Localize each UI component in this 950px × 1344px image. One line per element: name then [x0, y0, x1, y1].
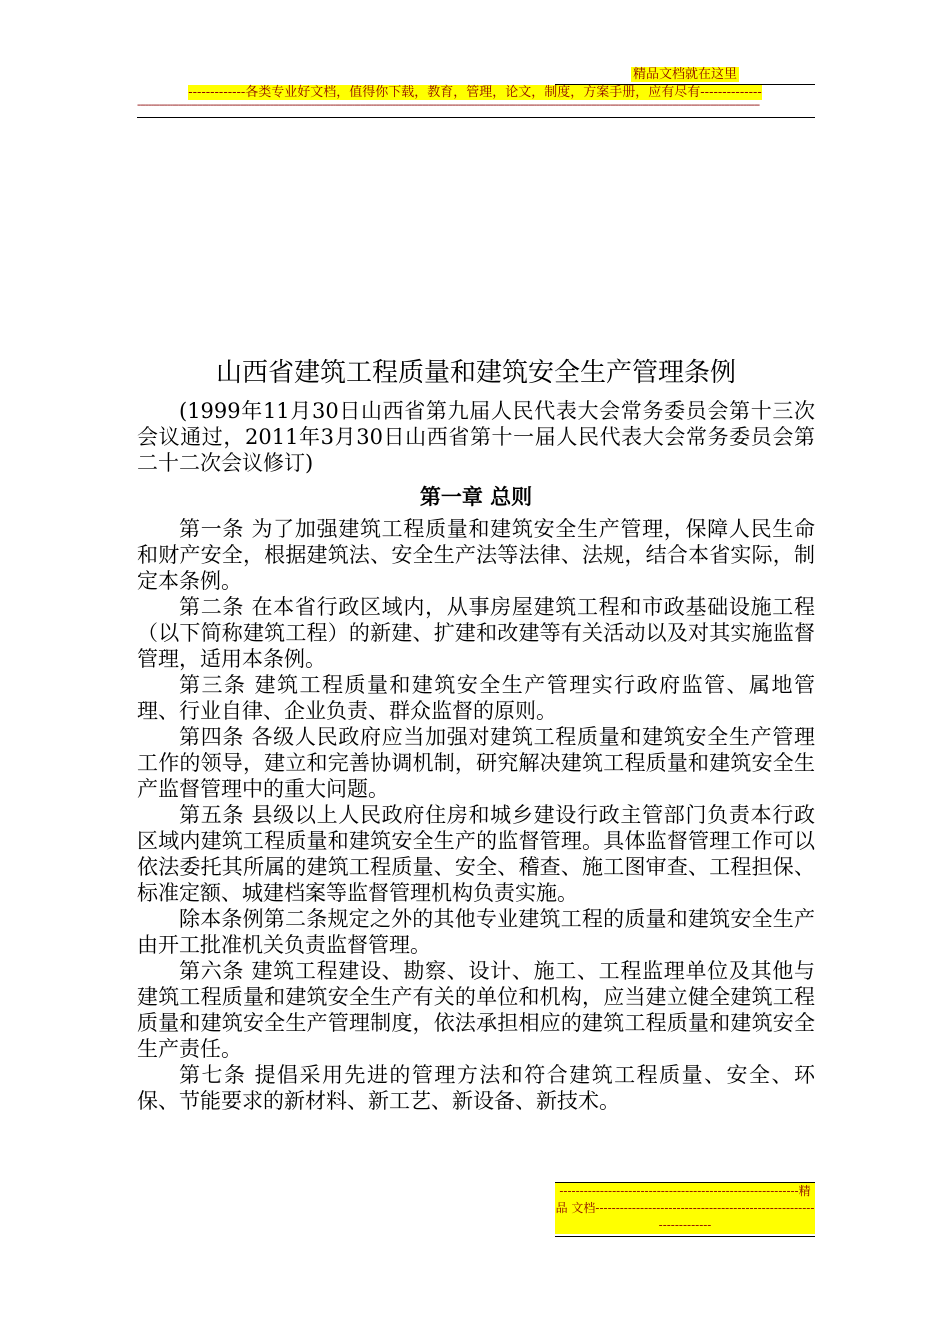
article-4: 第四条 各级人民政府应当加强对建筑工程质量和建筑安全生产管理工作的领导，建立和完善协调机制，研究解决建筑工程质量和建筑安全生产监督管理中的重大问题。	[137, 725, 815, 801]
article-6: 第六条 建筑工程建设、勘察、设计、施工、工程监理单位及其他与建筑工程质量和建筑安全生产有关的单位和机构，应当建立健全建筑工程质量和建筑安全生产管理制度，依法承担相应的建筑工程质量和建筑安全生产责任。	[137, 959, 815, 1061]
article-7: 第七条 提倡采用先进的管理方法和符合建筑工程质量、安全、环保、节能要求的新材料、新工艺、新设备、新技术。	[137, 1063, 815, 1113]
header-dash-line: -------------------------------------------------------------------------------------------------------------------------------------------------------------------------------------------------------------------------------------	[137, 100, 760, 110]
header-rule-bottom	[137, 117, 815, 118]
articles	[137, 516, 815, 1114]
article-1: 第一条 为了加强建筑工程质量和建筑安全生产管理，保障人民生命和财产安全，根据建筑法、安全生产法等法律、法规，结合本省实际，制定本条例。	[137, 517, 815, 593]
article-3: 第三条 建筑工程质量和建筑安全生产管理实行政府监管、属地管理、行业自律、企业负责、群众监督的原则。	[137, 673, 815, 723]
header-top-label	[555, 67, 815, 85]
article-5: 第五条 县级以上人民政府住房和城乡建设行政主管部门负责本行政区域内建筑工程质量和建筑安全生产的监督管理。具体监督管理工作可以依法委托其所属的建筑工程质量、安全、稽查、施工图审查、工程担保、标准定额、城建档案等监督管理机构负责实施。	[137, 803, 815, 905]
chapter-heading: 第一章 总则	[419, 484, 533, 509]
document-subtitle	[137, 398, 815, 476]
header-banner	[150, 85, 800, 101]
header-top-label-text: 精品文档就在这里	[632, 67, 737, 82]
header-banner-text: -------------各类专业好文档，值得你下载，教育，管理，论文，制度，方案手册，应有尽有--------------	[188, 85, 762, 100]
article-5-paragraph-2: 除本条例第二条规定之外的其他专业建筑工程的质量和建筑安全生产由开工批准机关负责监督管理。	[137, 907, 815, 957]
footer-rule-bottom	[555, 1236, 815, 1237]
footer-text: -----------------------------------------------------------精品 文档-------------------------------------------------------------------	[555, 1184, 815, 1232]
footer	[555, 1180, 815, 1237]
article-2: 第二条 在本省行政区域内，从事房屋建筑工程和市政基础设施工程（以下简称建筑工程）的新建、扩建和改建等有关活动以及对其实施监督管理，适用本条例。	[137, 595, 815, 671]
subtitle-text: (1999年11月30日山西省第九届人民代表大会常务委员会第十三次会议通过，2011年3月30日山西省第十一届人民代表大会常务委员会第二十二次会议修订)	[137, 399, 815, 475]
document-title: 山西省建筑工程质量和建筑安全生产管理条例	[215, 358, 736, 388]
